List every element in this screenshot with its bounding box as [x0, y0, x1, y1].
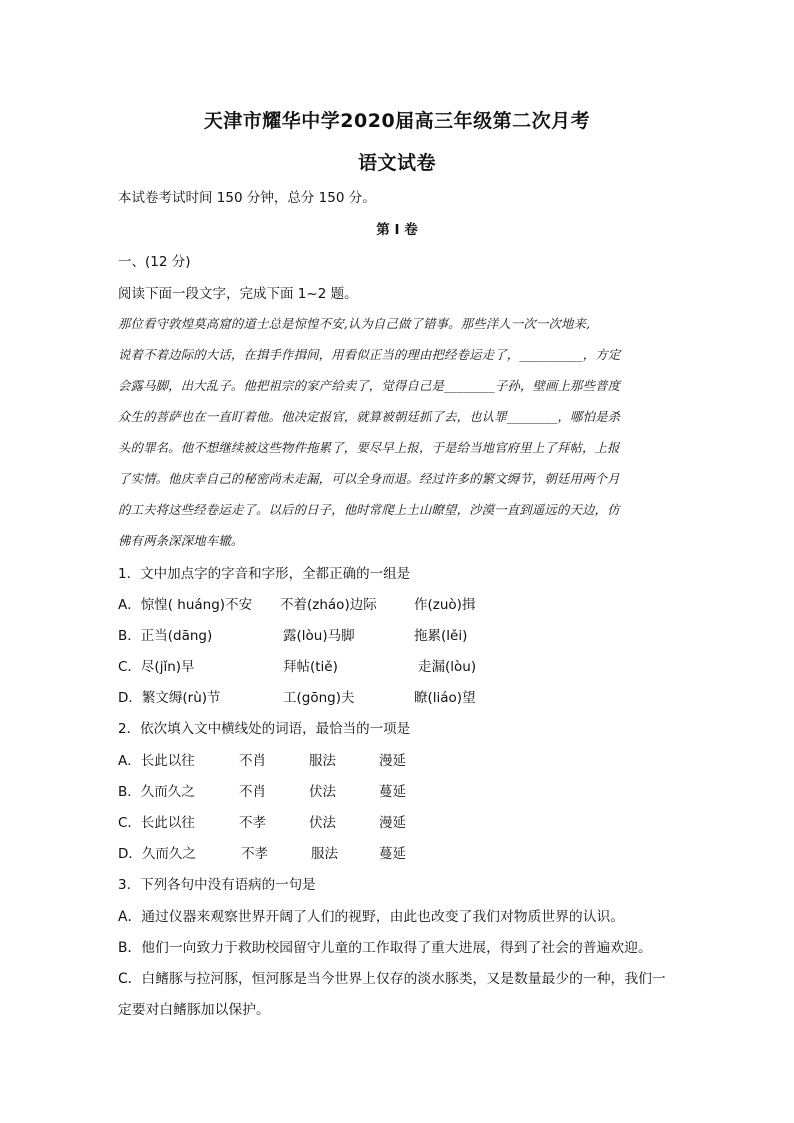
q3-option-a: A．通过仪器来观察世界开阔了人们的视野，由此也改变了我们对物质世界的认识。	[118, 909, 625, 925]
page-title: 天津市耀华中学2020届高三年级第二次月考	[203, 110, 591, 132]
q2-option-b-4: 蔓延	[379, 784, 406, 800]
passage-line: 那位看守敦煌莫高窟的道士总是惊惶不安,认为自己做了错事。那些洋人一次一次地来,	[118, 316, 591, 331]
part1-instruction: 阅读下面一段文字，完成下面 1~2 题。	[118, 286, 358, 302]
q2-option-b-1: B．久而久之	[118, 784, 195, 800]
part1-heading: 一、(12 分)	[118, 254, 191, 270]
q1-option-d-2: 工(gōng)夫	[283, 690, 355, 706]
q2-option-a-3: 服法	[309, 753, 336, 769]
q2-option-c-2: 不孝	[239, 815, 266, 831]
question-1-stem: 1．文中加点字的字音和字形，全都正确的一组是	[118, 566, 411, 582]
q2-option-a-2: 不肖	[239, 753, 266, 769]
question-3-stem: 3．下列各句中没有语病的一句是	[118, 877, 316, 893]
q2-option-d-4: 蔓延	[379, 846, 406, 862]
section-heading: 第 Ⅰ 卷	[376, 222, 418, 238]
passage-line: 会露马脚，出大乱子。他把祖宗的家产给卖了，觉得自己是________子孙，壁画上那些普度	[118, 378, 621, 393]
q3-option-b: B．他们一向致力于救助校园留守儿童的工作取得了重大进展，得到了社会的普遍欢迎。	[118, 940, 652, 956]
q3-option-c: C．白鳍豚与拉河豚，恒河豚是当今世界上仅存的淡水豚类，又是数量最少的一种，我们一	[118, 971, 666, 987]
passage-line: 了实情。他庆幸自己的秘密尚未走漏，可以全身而退。经过许多的繁文缛节，朝廷用两个月	[118, 471, 620, 486]
q1-option-a-1: A．惊惶( huáng)不安	[118, 597, 253, 613]
q2-option-c-3: 伏法	[309, 815, 336, 831]
q2-option-d-2: 不孝	[241, 846, 268, 862]
q2-option-c-1: C．长此以往	[118, 815, 195, 831]
passage-line: 头的罪名。他不想继续被这些物件拖累了，要尽早上报，于是给当地官府里上了拜帖，上报	[118, 440, 620, 455]
q1-option-b-3: 拖累(lěi)	[414, 628, 468, 644]
q2-option-a-4: 漫延	[379, 753, 406, 769]
q1-option-d-1: D．繁文缛(rù)节	[118, 690, 221, 706]
q2-option-a-1: A．长此以往	[118, 753, 195, 769]
q1-option-a-3: 作(zuò)揖	[414, 597, 476, 613]
q3-option-c-continued: 定要对白鳍豚加以保护。	[118, 1002, 270, 1018]
q1-option-b-1: B．正当(dāng)	[118, 628, 213, 644]
q1-option-b-2: 露(lòu)马脚	[283, 628, 355, 644]
q2-option-d-1: D．久而久之	[118, 846, 196, 862]
exam-intro: 本试卷考试时间 150 分钟，总分 150 分。	[118, 190, 376, 206]
passage-line: 说着不着边际的大话，在揖手作揖间，用看似正当的理由把经卷运走了，__________，方定	[118, 347, 621, 362]
q2-option-b-2: 不肖	[239, 784, 266, 800]
q2-option-c-4: 漫延	[379, 815, 406, 831]
q1-option-d-3: 瞭(liáo)望	[414, 690, 476, 706]
q1-option-c-3: 走漏(lòu)	[418, 659, 477, 675]
q1-option-a-2: 不着(zháo)边际	[280, 597, 377, 613]
passage-line: 佛有两条深深地车辙。	[118, 533, 244, 548]
passage-line: 众生的菩萨也在一直盯着他。他决定报官，就算被朝廷抓了去，也认罪________，哪怕是杀	[118, 409, 621, 424]
question-2-stem: 2．依次填入文中横线处的词语，最恰当的一项是	[118, 721, 411, 737]
q2-option-b-3: 伏法	[309, 784, 336, 800]
passage-line: 的工夫将这些经卷运走了。以后的日子，他时常爬上土山瞭望，沙漠一直到遥远的天边，仿	[118, 502, 620, 517]
page-subtitle: 语文试卷	[357, 152, 436, 174]
q1-option-c-1: C．尽(jǐn)早	[118, 659, 195, 675]
q1-option-c-2: 拜帖(tiě)	[283, 659, 338, 675]
q2-option-d-3: 服法	[311, 846, 338, 862]
